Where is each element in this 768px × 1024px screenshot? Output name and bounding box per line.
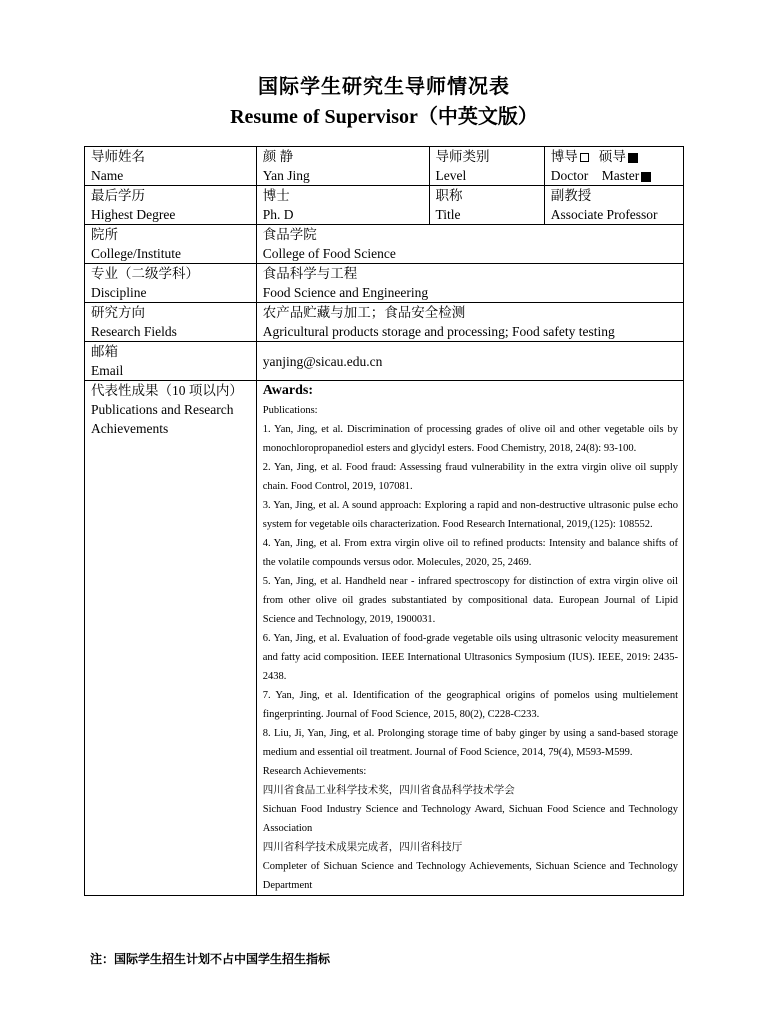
publication-item: 7. Yan, Jing, et al. Identification of the geographical origins of pomelos using multielement fingerprinting. Journal of Food Science, 2015, 80(2), C228-C233. — [262, 690, 678, 720]
master-checkbox-filled — [628, 153, 638, 163]
level-value — [544, 147, 683, 186]
row-name — [85, 147, 684, 186]
footnote: 注：国际学生招生计划不占中国学生招生指标 — [90, 952, 331, 966]
degree-label: 最后学历 Highest Degree — [85, 186, 257, 225]
publication-item: 6. Yan, Jing, et al. Evaluation of food-grade vegetable oils using ultrasonic velocity measurement and fatty acid composition. IEEE International Ultrasonics Symposium (IUS). IEEE, 2019: 2435-2438. — [262, 633, 678, 682]
research-item: 四川省食品工业科学技术奖，四川省食品科学技术学会 — [262, 785, 515, 796]
master-en-checkbox-filled — [641, 172, 651, 182]
doctor-cn: 博导 — [550, 149, 578, 164]
row-achievements — [85, 381, 684, 896]
publications-heading: Publications: — [262, 405, 318, 416]
master-en: Master — [601, 168, 640, 183]
publication-item: 4. Yan, Jing, et al. From extra virgin olive oil to refined products: Intensity and balance shifts of the volatile compounds versus odor. Molecules, 2020, 25, 2469. — [262, 538, 678, 568]
degree-value: 博士 Ph. D — [256, 186, 429, 225]
name-label: 导师姓名 Name — [85, 147, 257, 186]
publication-item: 3. Yan, Jing, et al. A sound approach: Exploring a rapid and non-destructive ultrasonic pulse echo system for vegetable oils characterization. Food Research International, 2019,(125): 108552. — [262, 500, 678, 530]
email-label: 邮箱 Email — [85, 342, 257, 381]
research-item: Sichuan Food Industry Science and Technology Award, Sichuan Food Science and Technology Association — [262, 804, 678, 834]
research-item: 四川省科学技术成果完成者，四川省科技厅 — [262, 842, 463, 853]
fields-value: 农产品贮藏与加工；食品安全检测 Agricultural products storage and processing; Food safety testing — [256, 303, 683, 342]
fields-label: 研究方向 Research Fields — [85, 303, 257, 342]
level-label: 导师类别 Level — [429, 147, 544, 186]
discipline-value: 食品科学与工程 Food Science and Engineering — [256, 264, 683, 303]
master-cn: 硕导 — [598, 149, 626, 164]
email-value: yanjing@sicau.edu.cn — [256, 342, 683, 381]
achievements-label: 代表性成果（10 项以内） Publications and Research Achievements — [85, 381, 257, 896]
research-heading: Research Achievements: — [262, 766, 367, 777]
title-label: 职称 Title — [429, 186, 544, 225]
college-label: 院所 College/Institute — [85, 225, 257, 264]
doctor-checkbox-empty — [580, 153, 589, 162]
title-chinese: 国际学生研究生导师情况表 — [258, 76, 510, 98]
row-fields — [85, 303, 684, 342]
resume-table — [84, 146, 684, 896]
awards-heading: Awards: — [262, 383, 314, 398]
research-item: Completer of Sichuan Science and Technology Achievements, Sichuan Science and Technology Department — [262, 861, 678, 891]
title-english: Resume of Supervisor（中英文版） — [230, 106, 538, 128]
doctor-en: Doctor — [550, 168, 589, 183]
row-email — [85, 342, 684, 381]
publication-item: 8. Liu, Ji, Yan, Jing, et al. Prolonging storage time of baby ginger by using a sand-based storage medium and essential oil treatment. Journal of Food Science, 2014, 79(4), M593-M599. — [262, 728, 678, 758]
row-discipline — [85, 264, 684, 303]
row-degree — [85, 186, 684, 225]
discipline-label: 专业（二级学科） Discipline — [85, 264, 257, 303]
college-value: 食品学院 College of Food Science — [256, 225, 683, 264]
row-college — [85, 225, 684, 264]
achievements-content — [256, 381, 683, 896]
publication-item: 1. Yan, Jing, et al. Discrimination of processing grades of olive oil and other vegetable oils by monochloropropanediol esters and glycidyl esters. Food Chemistry, 2018, 24(8): 93-100. — [262, 424, 678, 454]
publication-item: 5. Yan, Jing, et al. Handheld near ‐ infrared spectroscopy for distinction of extra virgin olive oil from other olive oil grades substantiated by compositional data. European Journal of Lipid Science and Technology, 2019, 1900031. — [262, 576, 678, 625]
name-value: 颜 静 Yan Jing — [256, 147, 429, 186]
title-value: 副教授 Associate Professor — [544, 186, 683, 225]
publication-item: 2. Yan, Jing, et al. Food fraud: Assessing fraud vulnerability in the extra virgin olive oil supply chain. Food Control, 2019, 107081. — [262, 462, 678, 492]
